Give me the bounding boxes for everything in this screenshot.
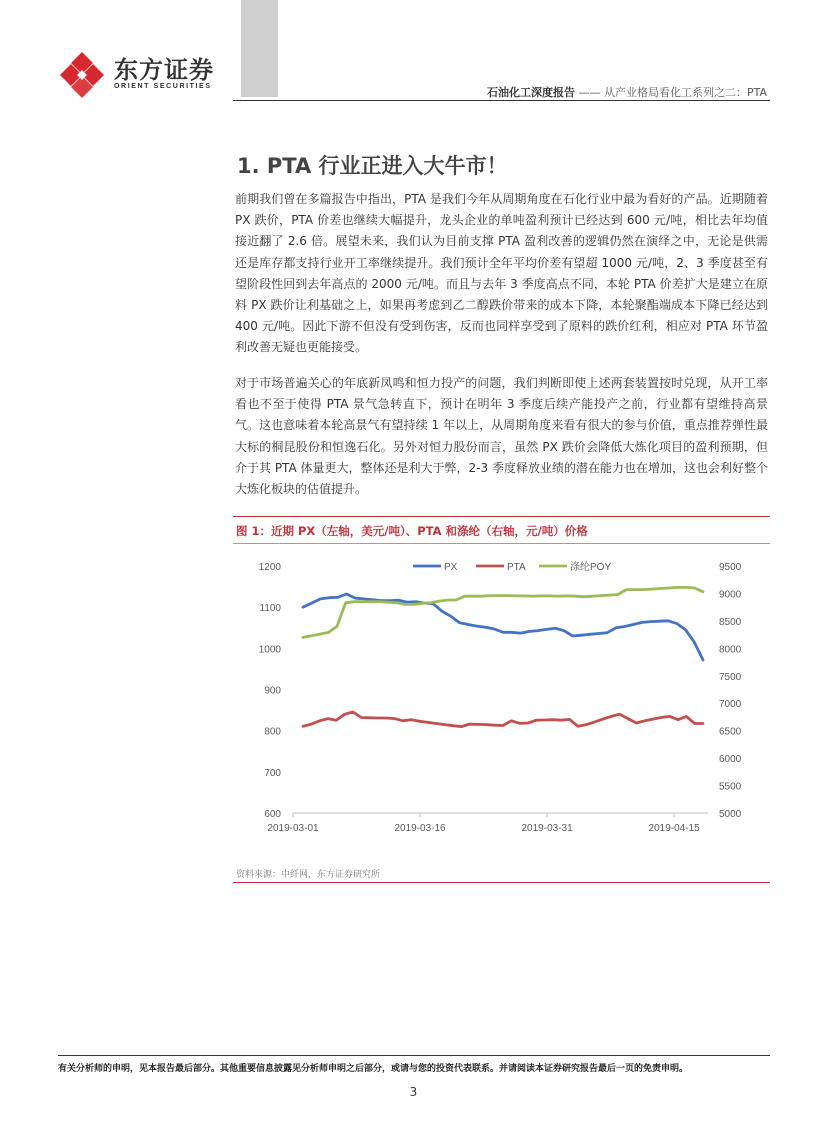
paragraph-1: 前期我们曾在多篇报告中指出，PTA 是我们今年从周期角度在石化行业中最为看好的产品。近期随着 PX 跌价，PTA 价差也继续大幅提升，龙头企业的单吨盈利预计已经达到 600 元/吨，相比去年均值接近翻了 2.6 倍。展望未来，我们认为目前支撑 PTA 盈利改善的逻辑仍然在演绎之中，无论是供需还是库存都支持行业开工率继续提升。我们预计全年平均价差有望超 1000 元/吨，2、3 季度甚至有望阶段性回到去年高点的 2000 元/吨。而且与去年 3 季度高点不同，本轮 PTA 价差扩大是建立在原料 PX 跌价让利基础之上，如果再考虑到乙二醇跌价带来的成本下降，本轮聚酯端成本下降已经达到 400 元/吨。因此下游不但没有受到伤害，反而也同样享受到了原料的跌价红利，相应对 PTA 环节盈利改善无疑也更能接受。	[235, 192, 768, 355]
x-tick-label: 2019-03-01	[267, 823, 319, 834]
price-chart	[233, 548, 770, 848]
x-tick-label: 2019-03-16	[394, 823, 446, 834]
x-axis	[267, 813, 700, 834]
chart-legend	[413, 560, 611, 573]
y-right-tick-label: 9000	[719, 589, 742, 601]
footer-disclaimer: 有关分析师的申明，见本报告最后部分。其他重要信息披露见分析师申明之后部分，或请与您的投资代表联系。并请阅读本证券研究报告最后一页的免责申明。	[58, 1064, 689, 1074]
logo-mark-icon	[57, 50, 107, 100]
y-right-tick-label: 7000	[719, 699, 742, 711]
series-line-PX	[303, 594, 703, 660]
y-axis-left	[259, 562, 282, 820]
report-subtitle: 从产业格局看化工系列之二：PTA	[603, 86, 767, 99]
y-right-tick-label: 5500	[719, 781, 742, 793]
y-left-tick-label: 1000	[258, 644, 281, 656]
logo-english-text: ORIENT SECURITIES	[114, 83, 212, 90]
report-header	[487, 84, 767, 100]
header-divider	[233, 100, 770, 101]
y-left-tick-label: 1200	[258, 562, 281, 573]
paragraph-2: 对于市场普遍关心的年底新凤鸣和恒力投产的问题，我们判断即使上述两套装置按时兑现，从开工率看也不至于使得 PTA 景气急转直下，预计在明年 3 季度后续产能投产之前，行业都有望维持高景气。这也意味着本轮高景气有望持续 1 年以上，从周期角度来看有很大的参与价值，重点推荐弹性最大标的桐昆股份和恒逸石化。另外对恒力股份而言，虽然 PX 跌价会降低大炼化项目的盈利预期，但介于其 PTA 体量更大，整体还是利大于弊，2-3 季度释放业绩的潜在能力也在增加，这也会利好整个大炼化板块的估值提升。	[235, 376, 768, 497]
legend-label: PTA	[507, 562, 526, 573]
header-gray-tab	[241, 0, 278, 97]
figure-title: 图 1：近期 PX（左轴，美元/吨）、PTA 和涤纶（右轴，元/吨）价格	[236, 524, 588, 538]
y-right-tick-label: 6000	[719, 754, 742, 766]
figure-source: 资料来源：中纤网，东方证券研究所	[236, 870, 381, 880]
series-line-涤纶POY	[303, 587, 703, 637]
y-left-tick-label: 800	[264, 726, 281, 738]
series-line-PTA	[303, 712, 703, 727]
report-type: 石油化工深度报告	[486, 86, 575, 99]
company-logo	[57, 50, 227, 100]
chart-series	[303, 587, 703, 726]
header-separator: ——	[578, 86, 601, 99]
legend-label: PX	[444, 562, 458, 573]
y-right-tick-label: 8500	[719, 616, 742, 628]
y-right-tick-label: 8000	[719, 644, 742, 656]
x-tick-label: 2019-04-15	[648, 823, 700, 834]
y-axis-right	[719, 562, 742, 820]
y-right-tick-label: 9500	[719, 562, 742, 573]
y-right-tick-label: 6500	[719, 726, 742, 738]
y-left-tick-label: 1100	[259, 603, 281, 615]
legend-label: 涤纶POY	[570, 562, 612, 573]
figure-title-rule	[233, 543, 770, 544]
x-tick-label: 2019-03-31	[521, 823, 573, 834]
y-left-tick-label: 600	[264, 809, 281, 820]
y-right-tick-label: 7500	[719, 671, 742, 683]
y-left-tick-label: 900	[264, 685, 281, 697]
footer-divider	[58, 1055, 770, 1056]
y-left-tick-label: 700	[264, 767, 281, 779]
y-right-tick-label: 5000	[719, 809, 742, 820]
page-number: 3	[409, 1085, 418, 1099]
logo-chinese-text: 东方证券	[114, 56, 214, 84]
figure-top-rule	[233, 516, 770, 517]
figure-bottom-rule	[233, 882, 770, 883]
section-title: 1. PTA 行业正进入大牛市！	[237, 154, 508, 178]
